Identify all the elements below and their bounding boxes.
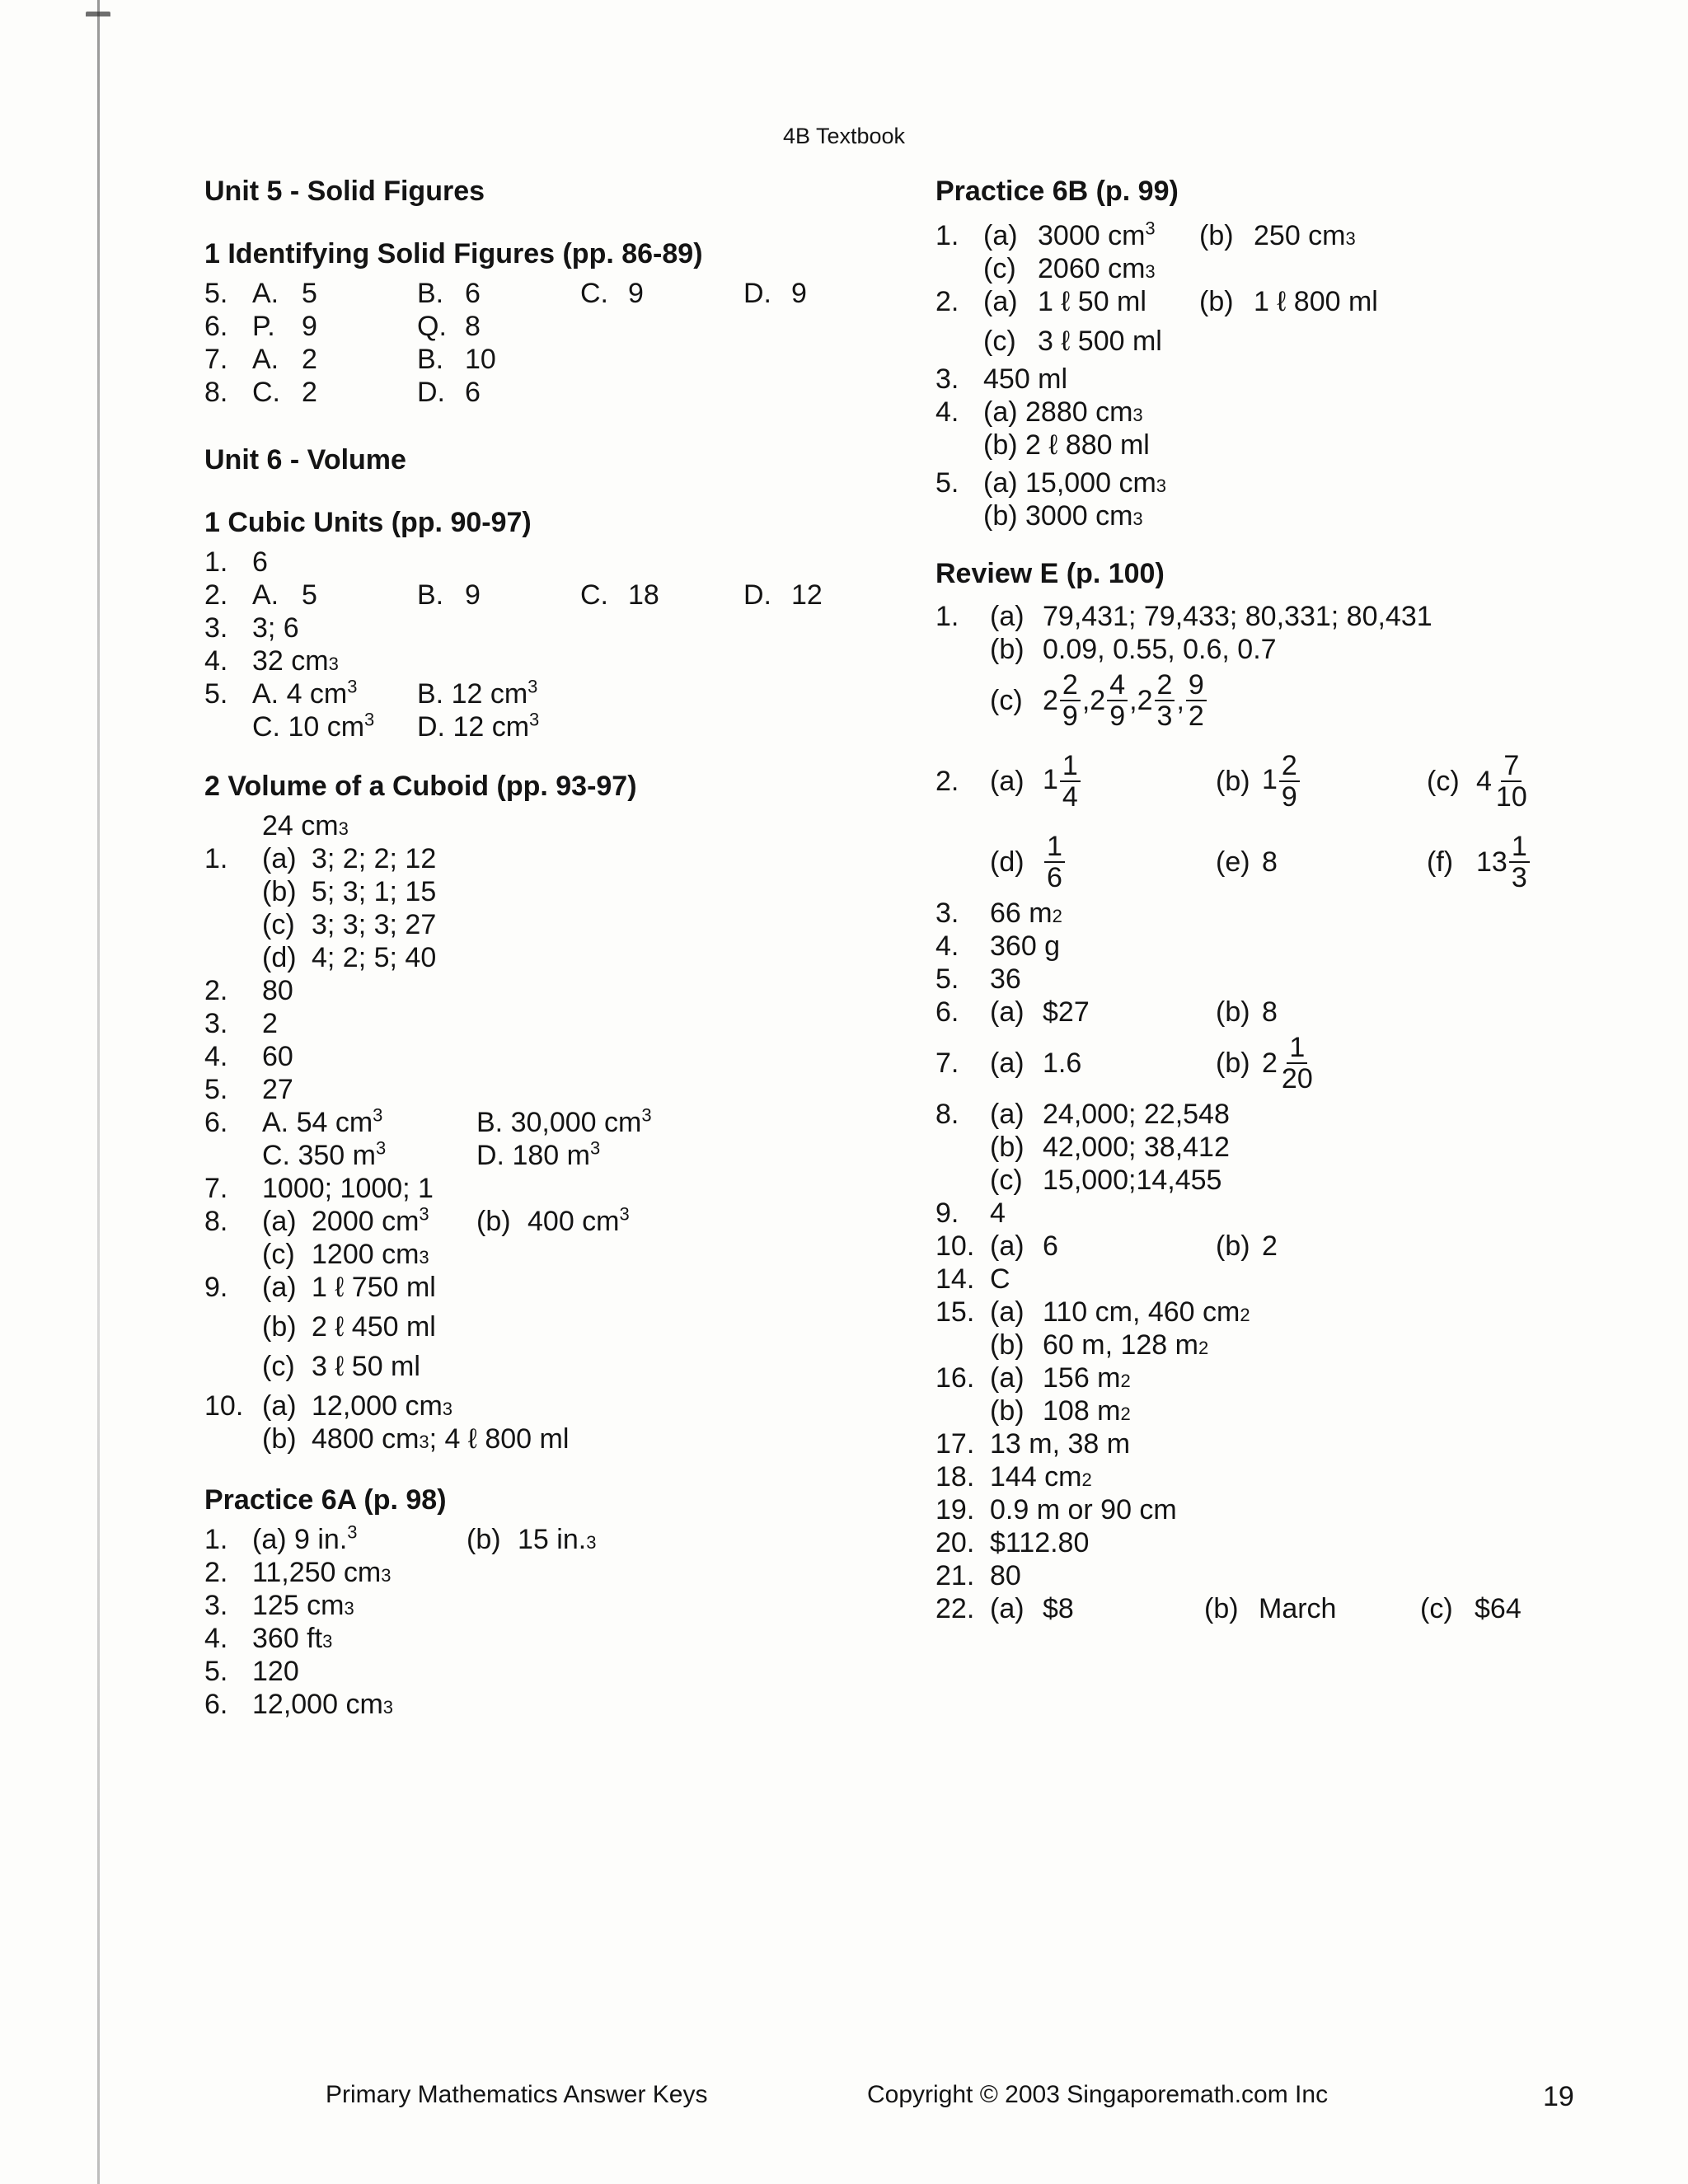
list-item: 8. C. 2 D. 6 [204, 377, 481, 408]
list-item: 3. 3; 6 [204, 612, 299, 644]
list-item: 4. 60 [204, 1041, 293, 1072]
list-item: 4. 360 g [935, 930, 1061, 962]
p6b-title: Practice 6B (p. 99) [935, 176, 1179, 207]
list-item: (b) 3000 cm 3 [983, 500, 1143, 532]
list-item: 21. 80 [935, 1560, 1021, 1591]
list-item: (b) 2 ℓ 450 ml [262, 1311, 436, 1343]
list-item: 6. (a) $27 (b) 8 [935, 996, 1278, 1028]
list-item: 3. 2 [204, 1008, 278, 1039]
p6a-title: Practice 6A (p. 98) [204, 1484, 447, 1516]
list-item: 1. 6 [204, 546, 268, 578]
fraction: $\frac{2}{9}$ [1279, 751, 1300, 812]
list-item: 5. (a) 15,000 cm 3 [935, 467, 1167, 499]
fraction: $\frac{2}{3}$ [1155, 670, 1175, 731]
list-item: 10. (a) 12,000 cm 3 [204, 1390, 453, 1422]
list-item: 7. (a) 1.6 (b) 2 $\frac{1}{20}$ [935, 1029, 1595, 1098]
list-item: 22. (a) $8 (b) March (c) $64 [935, 1593, 1522, 1624]
review-title: Review E (p. 100) [935, 558, 1165, 589]
fraction: $\frac{4}{9}$ [1107, 670, 1128, 731]
list-item: (c) 3 ℓ 500 ml [983, 326, 1162, 357]
list-item: 16. (a) 156 m 2 [935, 1362, 1131, 1394]
list-item: 5. 36 [935, 963, 1021, 995]
list-item: 1. (a) 3; 2; 2; 12 [204, 843, 437, 874]
list-item: (c) 3 ℓ 50 ml [262, 1351, 420, 1382]
fraction: $\frac{2}{9}$ [1060, 670, 1081, 731]
list-item: 7. A. 2 B. 10 [204, 344, 496, 375]
fraction: $\frac{1}{3}$ [1509, 832, 1530, 893]
list-item: (b) 0.09, 0.55, 0.6, 0.7 [990, 634, 1277, 665]
list-item: 8. (a) 24,000; 22,548 [935, 1099, 1230, 1130]
fraction: $\frac{1}{4}$ [1060, 751, 1081, 812]
list-item: 14. C [935, 1263, 1010, 1295]
list-item: 19. 0.9 m or 90 cm [935, 1494, 1177, 1526]
list-item: (c) 2060 cm 3 [983, 253, 1156, 284]
s3-title: 2 Volume of a Cuboid (pp. 93-97) [204, 771, 637, 802]
footer-copyright: Copyright © 2003 Singaporemath.com Inc [867, 2081, 1329, 2108]
list-item: 2. 11,250 cm 3 [204, 1557, 392, 1588]
list-item: (b) 2 ℓ 880 ml [983, 429, 1150, 461]
list-item: 5. A. 4 $cm^3$ B. 12 $cm^3$ [204, 676, 538, 710]
unit6-title: Unit 6 - Volume [204, 444, 406, 476]
unit5-title: Unit 5 - Solid Figures [204, 176, 485, 207]
fraction: $\frac{9}{2}$ [1186, 670, 1207, 731]
list-item: 15. (a) 110 cm, 460 cm 2 [935, 1296, 1250, 1328]
list-item: (b) 42,000; 38,412 [990, 1132, 1230, 1163]
s1-title: 1 Identifying Solid Figures (pp. 86-89) [204, 238, 703, 269]
list-item: 6. A. 54 $cm^3$ B. 30,000 $cm^3$ [204, 1104, 652, 1138]
list-item: (c) 1200 cm 3 [262, 1239, 429, 1270]
list-item: 4. (a) 2880 cm 3 [935, 396, 1143, 428]
list-item: 9. (a) 1 ℓ 750 ml [204, 1272, 436, 1303]
list-item: 7. 1000; 1000; 1 [204, 1173, 434, 1204]
page-number: 19 [1543, 2081, 1574, 2112]
footer-title: Primary Mathematics Answer Keys [326, 2081, 708, 2108]
list-item: 5. A. 5 B. 6 C. 9 D. 9 [204, 278, 807, 309]
list-item: (b) 108 m 2 [990, 1395, 1131, 1427]
list-item: (c) 3; 3; 3; 27 [262, 909, 437, 940]
list-item: C. 350 $m^3$ D. 180 $m^3$ [262, 1137, 601, 1171]
list-item: 17. 13 m, 38 m [935, 1428, 1131, 1460]
list-item: 2. 80 [204, 975, 293, 1006]
list-item: 2. (a) 1 ℓ 50 ml (b) 1 ℓ 800 ml [935, 286, 1378, 317]
list-item: (c) 15,000;14,455 [990, 1165, 1222, 1196]
list-item: 6. 12,000 cm 3 [204, 1689, 394, 1720]
list-item: C. 10 $cm^3$ D. 12 $cm^3$ [252, 709, 540, 743]
list-item: 1. (a) 3000 $cm^3$ (b) 250 cm 3 [935, 218, 1356, 251]
list-item: 18. 144 cm 2 [935, 1461, 1092, 1493]
list-item: 3. 66 m 2 [935, 898, 1062, 929]
list-item: 5. 27 [204, 1074, 293, 1105]
fraction: $\frac{1}{6}$ [1044, 832, 1065, 893]
list-item: 2. (a) 1 $\frac{1}{4}$ (b) 1 $\frac{2}{9}$ (c) 4 $\frac{7}{10}$ [935, 747, 1595, 816]
scan-mark [86, 12, 110, 35]
list-item: 2. A. 5 B. 9 C. 18 D. 12 [204, 579, 823, 611]
s2-title: 1 Cubic Units (pp. 90-97) [204, 507, 532, 538]
left-column [204, 173, 930, 1721]
list-item: 9. 4 [935, 1197, 1006, 1229]
list-item: 20. $112.80 [935, 1527, 1090, 1558]
list-item: 3. 125 cm 3 [204, 1590, 354, 1621]
list-item: 8. (a) 2000 $cm^3$ (b) 400 $cm^3$ [204, 1203, 630, 1237]
scan-edge [97, 0, 100, 2184]
list-item: (d) 4; 2; 5; 40 [262, 942, 437, 973]
page-header: 4B Textbook [782, 124, 906, 148]
list-item: 5. 120 [204, 1656, 299, 1687]
list-item: 10. (a) 6 (b) 2 [935, 1230, 1278, 1262]
list-item: 1. (a) 79,431; 79,433; 80,331; 80,431 [935, 601, 1432, 632]
list-item: (c) 2 $\frac{2}{9}$ , 2 $\frac{4}{9}$ , 2 $\frac{2}{3}$ , $\frac{9}{2}$ [935, 666, 1595, 735]
list-item: 1. (a) 9 in.$^3$ (b) 15 in. 3 [204, 1521, 597, 1555]
fraction: $\frac{1}{20}$ [1281, 1032, 1313, 1094]
list-item: (b) 5; 3; 1; 15 [262, 876, 437, 907]
list-item: 6. P. 9 Q. 8 [204, 311, 481, 342]
list-item: 24 cm 3 [262, 810, 349, 841]
right-column [935, 173, 1595, 1625]
list-item: (b) 4800 cm 3 ; 4 ℓ 800 ml [262, 1423, 570, 1455]
list-item: 4. 360 ft 3 [204, 1623, 333, 1654]
fraction: $\frac{7}{10}$ [1495, 750, 1527, 813]
list-item: (d) $\frac{1}{6}$ (e) 8 (f) 13 $\frac{1}{3}$ [935, 827, 1595, 897]
list-item: 4. 32 cm 3 [204, 645, 339, 677]
list-item: (b) 60 m, 128 m 2 [990, 1329, 1209, 1361]
list-item: 3. 450 ml [935, 363, 1068, 395]
